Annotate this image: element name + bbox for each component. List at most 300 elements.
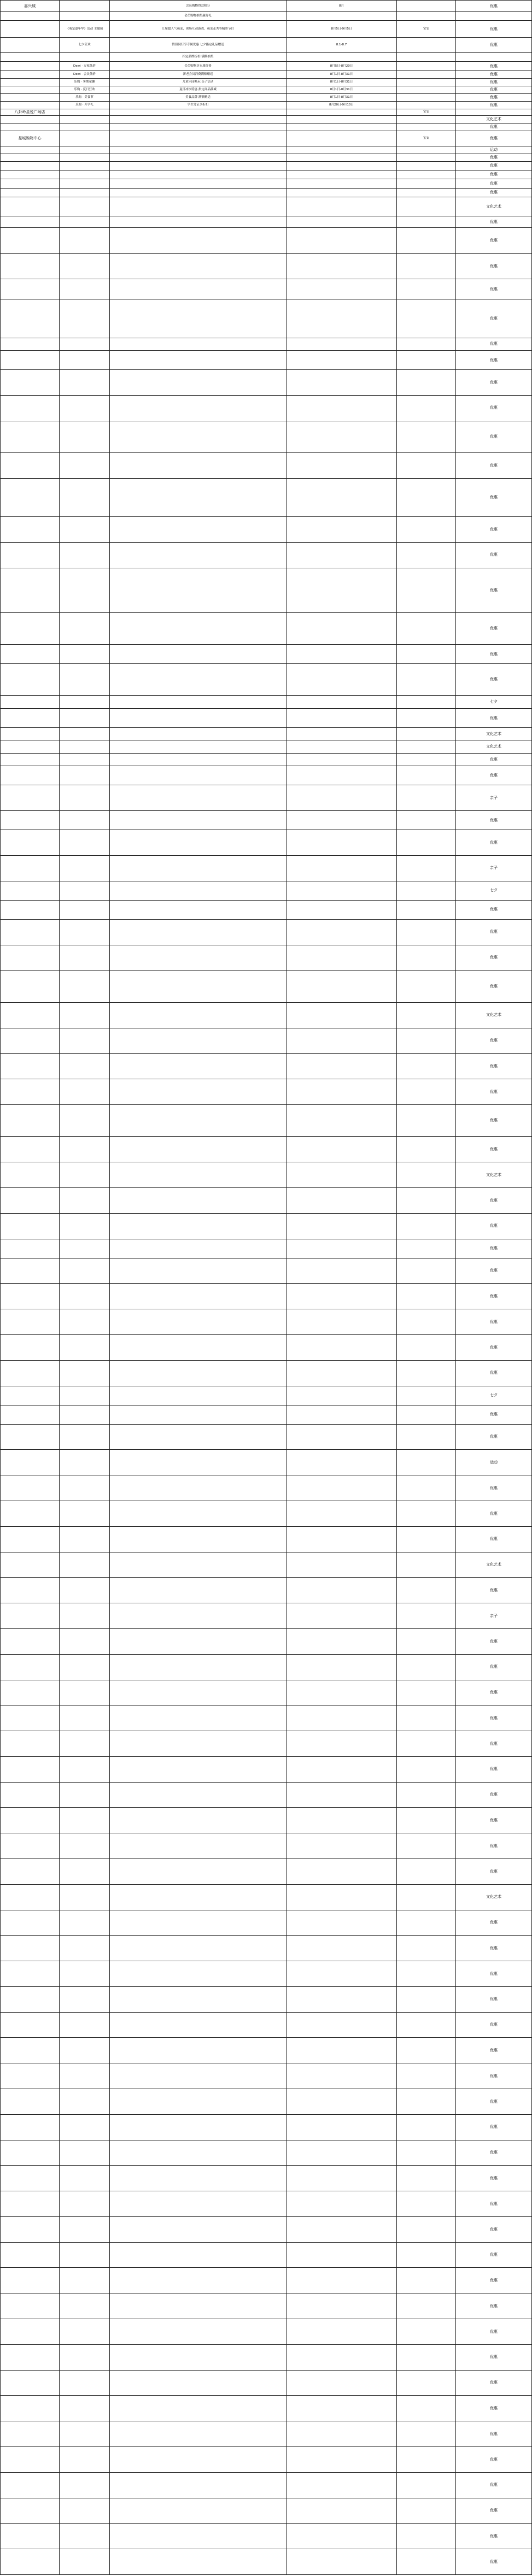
category-cell: 运动 bbox=[456, 146, 532, 154]
area-cell bbox=[397, 2293, 456, 2319]
activity-detail-cell bbox=[110, 516, 287, 542]
mall-cell bbox=[1, 1187, 60, 1213]
date-cell bbox=[287, 1961, 397, 1987]
mall-cell bbox=[1, 1028, 60, 1054]
table-row bbox=[1, 1213, 532, 1239]
activity-detail-cell: 汇聚超人气萌宠，现场互动游戏，萌宠走秀等精彩节目 bbox=[110, 21, 287, 37]
table-row bbox=[1, 179, 532, 188]
category-cell: 优惠 bbox=[456, 663, 532, 695]
activity-detail-cell bbox=[110, 1884, 287, 1910]
area-cell bbox=[397, 123, 456, 131]
date-cell bbox=[287, 421, 397, 452]
date-cell bbox=[287, 1680, 397, 1705]
activity-detail-cell bbox=[110, 1028, 287, 1054]
category-cell: 优惠 bbox=[456, 179, 532, 188]
mall-cell bbox=[1, 93, 60, 101]
area-cell bbox=[397, 1884, 456, 1910]
mall-cell bbox=[1, 2089, 60, 2115]
mall-cell bbox=[1, 2063, 60, 2089]
activity-detail-cell bbox=[110, 395, 287, 421]
category-cell: 优惠 bbox=[456, 395, 532, 421]
activity-name-cell bbox=[60, 197, 110, 216]
category-cell: 优惠 bbox=[456, 369, 532, 395]
table-row bbox=[1, 1705, 532, 1731]
activity-name-cell bbox=[60, 568, 110, 613]
activity-detail-cell: 会员购物得双积分 bbox=[110, 1, 287, 12]
area-cell bbox=[397, 1628, 456, 1654]
date-cell bbox=[287, 542, 397, 568]
table-row bbox=[1, 542, 532, 568]
activity-name-cell bbox=[60, 1258, 110, 1284]
category-cell: 优惠 bbox=[456, 971, 532, 1002]
activity-name-cell bbox=[60, 1405, 110, 1424]
mall-cell bbox=[1, 2549, 60, 2575]
activity-name-cell bbox=[60, 663, 110, 695]
mall-cell bbox=[1, 810, 60, 830]
area-cell bbox=[397, 115, 456, 123]
date-cell bbox=[287, 900, 397, 919]
table-row bbox=[1, 1239, 532, 1258]
activity-detail-cell bbox=[110, 613, 287, 644]
mall-cell bbox=[1, 338, 60, 350]
activity-name-cell bbox=[60, 881, 110, 900]
category-cell: 优惠 bbox=[456, 86, 532, 93]
table-row bbox=[1, 663, 532, 695]
activity-name-cell bbox=[60, 1424, 110, 1450]
table-row bbox=[1, 2140, 532, 2166]
table-row bbox=[1, 2319, 532, 2345]
category-cell: 优惠 bbox=[456, 1526, 532, 1552]
activity-detail-cell bbox=[110, 1756, 287, 1782]
date-cell bbox=[287, 1137, 397, 1162]
area-cell bbox=[397, 154, 456, 161]
activity-detail-cell bbox=[110, 568, 287, 613]
area-cell bbox=[397, 1756, 456, 1782]
activity-detail-cell bbox=[110, 254, 287, 279]
date-cell: 8月5日-9月5日 bbox=[287, 21, 397, 37]
mall-cell bbox=[1, 1628, 60, 1654]
category-cell: 优惠 bbox=[456, 154, 532, 161]
area-cell bbox=[397, 2370, 456, 2396]
date-cell bbox=[287, 708, 397, 727]
area-cell bbox=[397, 1213, 456, 1239]
mall-cell bbox=[1, 516, 60, 542]
activity-detail-cell: 夏日冰饮特惠 指定商品满减 bbox=[110, 86, 287, 93]
mall-cell bbox=[1, 197, 60, 216]
activity-detail-cell bbox=[110, 170, 287, 179]
activity-detail-cell bbox=[110, 1360, 287, 1386]
category-cell: 优惠 bbox=[456, 753, 532, 766]
activity-detail-cell bbox=[110, 1386, 287, 1405]
date-cell bbox=[287, 254, 397, 279]
date-cell bbox=[287, 1334, 397, 1360]
mall-cell bbox=[1, 115, 60, 123]
mall-cell bbox=[1, 971, 60, 1002]
activity-detail-cell bbox=[110, 1628, 287, 1654]
mall-cell bbox=[1, 254, 60, 279]
table-row bbox=[1, 971, 532, 1002]
activity-detail-cell bbox=[110, 900, 287, 919]
area-cell bbox=[397, 2421, 456, 2447]
category-cell: 优惠 bbox=[456, 2242, 532, 2268]
activity-name-cell bbox=[60, 2498, 110, 2524]
activity-detail-cell bbox=[110, 1284, 287, 1309]
activity-name-cell bbox=[60, 216, 110, 228]
activity-detail-cell bbox=[110, 146, 287, 154]
activity-name-cell bbox=[60, 613, 110, 644]
activity-name-cell bbox=[60, 2524, 110, 2549]
activity-detail-cell bbox=[110, 453, 287, 479]
mall-cell bbox=[1, 453, 60, 479]
activity-detail-cell bbox=[110, 663, 287, 695]
category-cell: 优惠 bbox=[456, 2446, 532, 2472]
date-cell bbox=[287, 766, 397, 785]
category-cell: 优惠 bbox=[456, 1028, 532, 1054]
mall-cell bbox=[1, 299, 60, 338]
table-row bbox=[1, 2498, 532, 2524]
area-cell bbox=[397, 146, 456, 154]
date-cell bbox=[287, 945, 397, 971]
activity-name-cell bbox=[60, 1162, 110, 1188]
area-cell bbox=[397, 1859, 456, 1884]
activity-detail-cell bbox=[110, 2012, 287, 2038]
mall-cell bbox=[1, 696, 60, 708]
table-row bbox=[1, 613, 532, 644]
category-cell: 优惠 bbox=[456, 830, 532, 856]
date-cell: 8月 bbox=[287, 1, 397, 12]
date-cell: 8月1日-8月31日 bbox=[287, 78, 397, 86]
activity-name-cell bbox=[60, 785, 110, 811]
area-cell bbox=[397, 2472, 456, 2498]
activity-detail-cell bbox=[110, 2140, 287, 2166]
category-cell: 优惠 bbox=[456, 2114, 532, 2140]
area-cell bbox=[397, 696, 456, 708]
mall-cell bbox=[1, 1552, 60, 1578]
activity-detail-cell bbox=[110, 2268, 287, 2293]
date-cell: 8月1日-8月31日 bbox=[287, 70, 397, 78]
table-row bbox=[1, 1578, 532, 1603]
area-cell bbox=[397, 2242, 456, 2268]
activity-name-cell bbox=[60, 369, 110, 395]
mall-cell bbox=[1, 900, 60, 919]
area-cell bbox=[397, 12, 456, 21]
category-cell: 优惠 bbox=[456, 1054, 532, 1079]
category-cell: 优惠 bbox=[456, 350, 532, 369]
date-cell bbox=[287, 115, 397, 123]
activity-detail-cell bbox=[110, 350, 287, 369]
mall-cell bbox=[1, 1680, 60, 1705]
category-cell: 优惠 bbox=[456, 279, 532, 299]
activity-detail-cell: 会员购物享专属价格 bbox=[110, 62, 287, 70]
date-cell bbox=[287, 2396, 397, 2421]
mall-cell bbox=[1, 2012, 60, 2038]
category-cell: 优惠 bbox=[456, 1910, 532, 1936]
activity-name-cell bbox=[60, 170, 110, 179]
category-cell: 优惠 bbox=[456, 1079, 532, 1105]
activity-name-cell bbox=[60, 478, 110, 516]
table-row bbox=[1, 2396, 532, 2421]
area-cell bbox=[397, 279, 456, 299]
area-cell bbox=[397, 62, 456, 70]
table-row bbox=[1, 453, 532, 479]
table-row bbox=[1, 2038, 532, 2063]
mall-cell bbox=[1, 52, 60, 61]
mall-cell bbox=[1, 395, 60, 421]
mall-cell bbox=[1, 421, 60, 452]
category-cell: 亲子 bbox=[456, 785, 532, 811]
date-cell bbox=[287, 131, 397, 146]
activity-detail-cell: 美食品牌 满额赠送 bbox=[110, 93, 287, 101]
table-row bbox=[1, 2242, 532, 2268]
activity-detail-cell bbox=[110, 1054, 287, 1079]
activity-detail-cell bbox=[110, 161, 287, 170]
category-cell: 优惠 bbox=[456, 2038, 532, 2063]
area-cell bbox=[397, 663, 456, 695]
table-row bbox=[1, 1002, 532, 1028]
area-cell bbox=[397, 1603, 456, 1629]
date-cell: 8月1日-8月31日 bbox=[287, 86, 397, 93]
mall-cell bbox=[1, 2166, 60, 2191]
category-cell: 优惠 bbox=[456, 1833, 532, 1859]
activity-name-cell bbox=[60, 1756, 110, 1782]
table-row bbox=[1, 1654, 532, 1680]
activity-name-cell bbox=[60, 1213, 110, 1239]
activity-name-cell bbox=[60, 1808, 110, 1833]
activity-name-cell: 乐购 · 美食节 bbox=[60, 93, 110, 101]
area-cell bbox=[397, 1526, 456, 1552]
area-cell bbox=[397, 1334, 456, 1360]
area-cell bbox=[397, 1187, 456, 1213]
activity-name-cell bbox=[60, 1239, 110, 1258]
activity-name-cell bbox=[60, 1309, 110, 1335]
area-cell bbox=[397, 350, 456, 369]
activity-name-cell bbox=[60, 254, 110, 279]
mall-cell bbox=[1, 1258, 60, 1284]
mall-cell bbox=[1, 2498, 60, 2524]
activity-name-cell bbox=[60, 945, 110, 971]
activity-name-cell bbox=[60, 1654, 110, 1680]
area-cell bbox=[397, 1986, 456, 2012]
activity-detail-cell bbox=[110, 1424, 287, 1450]
mall-cell bbox=[1, 279, 60, 299]
activity-name-cell bbox=[60, 1603, 110, 1629]
activity-detail-cell bbox=[110, 740, 287, 753]
category-cell: 文化艺术 bbox=[456, 1162, 532, 1188]
area-cell bbox=[397, 2319, 456, 2345]
mall-cell bbox=[1, 766, 60, 785]
mall-cell: 八卦岭星悦广场店 bbox=[1, 109, 60, 115]
table-row bbox=[1, 2166, 532, 2191]
table-row bbox=[1, 109, 532, 115]
category-cell: 优惠 bbox=[456, 1705, 532, 1731]
date-cell bbox=[287, 228, 397, 254]
table-row bbox=[1, 785, 532, 811]
activity-detail-cell bbox=[110, 2421, 287, 2447]
table-row bbox=[1, 516, 532, 542]
date-cell bbox=[287, 568, 397, 613]
category-cell: 优惠 bbox=[456, 1309, 532, 1335]
activity-detail-cell bbox=[110, 2089, 287, 2115]
area-cell bbox=[397, 2498, 456, 2524]
mall-cell bbox=[1, 1002, 60, 1028]
area-cell bbox=[397, 2446, 456, 2472]
category-cell: 优惠 bbox=[456, 2524, 532, 2549]
table-row bbox=[1, 1731, 532, 1757]
area-cell bbox=[397, 945, 456, 971]
activity-name-cell bbox=[60, 146, 110, 154]
mall-cell bbox=[1, 830, 60, 856]
date-cell bbox=[287, 753, 397, 766]
date-cell bbox=[287, 369, 397, 395]
category-cell: 优惠 bbox=[456, 945, 532, 971]
area-cell bbox=[397, 254, 456, 279]
table-row bbox=[1, 1628, 532, 1654]
activity-detail-cell bbox=[110, 2063, 287, 2089]
activity-detail-cell bbox=[110, 109, 287, 115]
activity-name-cell bbox=[60, 2114, 110, 2140]
mall-cell bbox=[1, 101, 60, 109]
mall-cell bbox=[1, 2319, 60, 2345]
category-cell: 亲子 bbox=[456, 1603, 532, 1629]
date-cell bbox=[287, 1002, 397, 1028]
date-cell bbox=[287, 197, 397, 216]
date-cell bbox=[287, 1756, 397, 1782]
activity-detail-cell bbox=[110, 2166, 287, 2191]
area-cell bbox=[397, 2268, 456, 2293]
area-cell bbox=[397, 228, 456, 254]
date-cell bbox=[287, 1628, 397, 1654]
category-cell: 优惠 bbox=[456, 299, 532, 338]
date-cell bbox=[287, 1731, 397, 1757]
area-cell bbox=[397, 421, 456, 452]
table-row bbox=[1, 254, 532, 279]
category-cell: 优惠 bbox=[456, 93, 532, 101]
mall-cell bbox=[1, 1309, 60, 1335]
activity-detail-cell bbox=[110, 179, 287, 188]
date-cell bbox=[287, 663, 397, 695]
date-cell bbox=[287, 2191, 397, 2217]
activity-detail-cell bbox=[110, 421, 287, 452]
date-cell bbox=[287, 2216, 397, 2242]
area-cell bbox=[397, 170, 456, 179]
mall-cell bbox=[1, 2421, 60, 2447]
category-cell: 优惠 bbox=[456, 188, 532, 197]
mall-cell bbox=[1, 1386, 60, 1405]
date-cell bbox=[287, 2166, 397, 2191]
activity-name-cell bbox=[60, 1501, 110, 1527]
area-cell bbox=[397, 2191, 456, 2217]
activity-name-cell: 《萌宠嘉年华》活动 主题展 bbox=[60, 21, 110, 37]
mall-cell bbox=[1, 1833, 60, 1859]
area-cell bbox=[397, 1961, 456, 1987]
activity-detail-cell bbox=[110, 369, 287, 395]
mall-cell bbox=[1, 1986, 60, 2012]
table-row bbox=[1, 1424, 532, 1450]
activity-detail-cell bbox=[110, 1450, 287, 1475]
table-row bbox=[1, 766, 532, 785]
activity-name-cell bbox=[60, 1334, 110, 1360]
area-cell bbox=[397, 1705, 456, 1731]
mall-cell bbox=[1, 945, 60, 971]
mall-cell bbox=[1, 727, 60, 740]
table-row bbox=[1, 1334, 532, 1360]
table-row bbox=[1, 62, 532, 70]
category-cell bbox=[456, 12, 532, 21]
activity-name-cell bbox=[60, 2166, 110, 2191]
date-cell bbox=[287, 2421, 397, 2447]
date-cell bbox=[287, 2242, 397, 2268]
activity-name-cell bbox=[60, 542, 110, 568]
category-cell: 优惠 bbox=[456, 1360, 532, 1386]
area-cell bbox=[397, 2396, 456, 2421]
area-cell bbox=[397, 52, 456, 61]
table-row bbox=[1, 1054, 532, 1079]
date-cell bbox=[287, 1705, 397, 1731]
activity-name-cell bbox=[60, 350, 110, 369]
table-row bbox=[1, 146, 532, 154]
category-cell: 优惠 bbox=[456, 1405, 532, 1424]
category-cell: 优惠 bbox=[456, 2268, 532, 2293]
activity-name-cell bbox=[60, 1552, 110, 1578]
activity-name-cell bbox=[60, 855, 110, 881]
category-cell: 优惠 bbox=[456, 78, 532, 86]
category-cell: 优惠 bbox=[456, 1, 532, 12]
area-cell bbox=[397, 753, 456, 766]
category-cell: 优惠 bbox=[456, 1859, 532, 1884]
area-cell bbox=[397, 1833, 456, 1859]
activity-detail-cell bbox=[110, 644, 287, 663]
activity-name-cell bbox=[60, 1475, 110, 1501]
mall-cell bbox=[1, 1162, 60, 1188]
date-cell bbox=[287, 1833, 397, 1859]
table-row bbox=[1, 1961, 532, 1987]
area-cell bbox=[397, 1309, 456, 1335]
mall-cell bbox=[1, 1654, 60, 1680]
category-cell: 优惠 bbox=[456, 919, 532, 945]
category-cell: 优惠 bbox=[456, 1936, 532, 1961]
table-row bbox=[1, 395, 532, 421]
mall-cell bbox=[1, 613, 60, 644]
activity-name-cell bbox=[60, 1187, 110, 1213]
category-cell: 优惠 bbox=[456, 2191, 532, 2217]
activity-detail-cell bbox=[110, 154, 287, 161]
area-cell bbox=[397, 1239, 456, 1258]
activity-name-cell bbox=[60, 338, 110, 350]
date-cell bbox=[287, 810, 397, 830]
area-cell bbox=[397, 1028, 456, 1054]
category-cell: 优惠 bbox=[456, 1284, 532, 1309]
activity-name-cell bbox=[60, 2063, 110, 2089]
category-cell: 亲子 bbox=[456, 855, 532, 881]
category-cell: 优惠 bbox=[456, 453, 532, 479]
table-row bbox=[1, 1833, 532, 1859]
activity-name-cell bbox=[60, 1961, 110, 1987]
date-cell bbox=[287, 2038, 397, 2063]
date-cell bbox=[287, 453, 397, 479]
category-cell: 优惠 bbox=[456, 216, 532, 228]
table-row bbox=[1, 1884, 532, 1910]
activity-name-cell: Dewi · 万家低价 bbox=[60, 62, 110, 70]
area-cell bbox=[397, 1475, 456, 1501]
area-cell bbox=[397, 919, 456, 945]
activity-name-cell bbox=[60, 52, 110, 61]
mall-cell bbox=[1, 12, 60, 21]
activity-detail-cell bbox=[110, 1137, 287, 1162]
date-cell bbox=[287, 2268, 397, 2293]
date-cell bbox=[287, 1187, 397, 1213]
activity-detail-cell bbox=[110, 1213, 287, 1239]
table-row bbox=[1, 1028, 532, 1054]
